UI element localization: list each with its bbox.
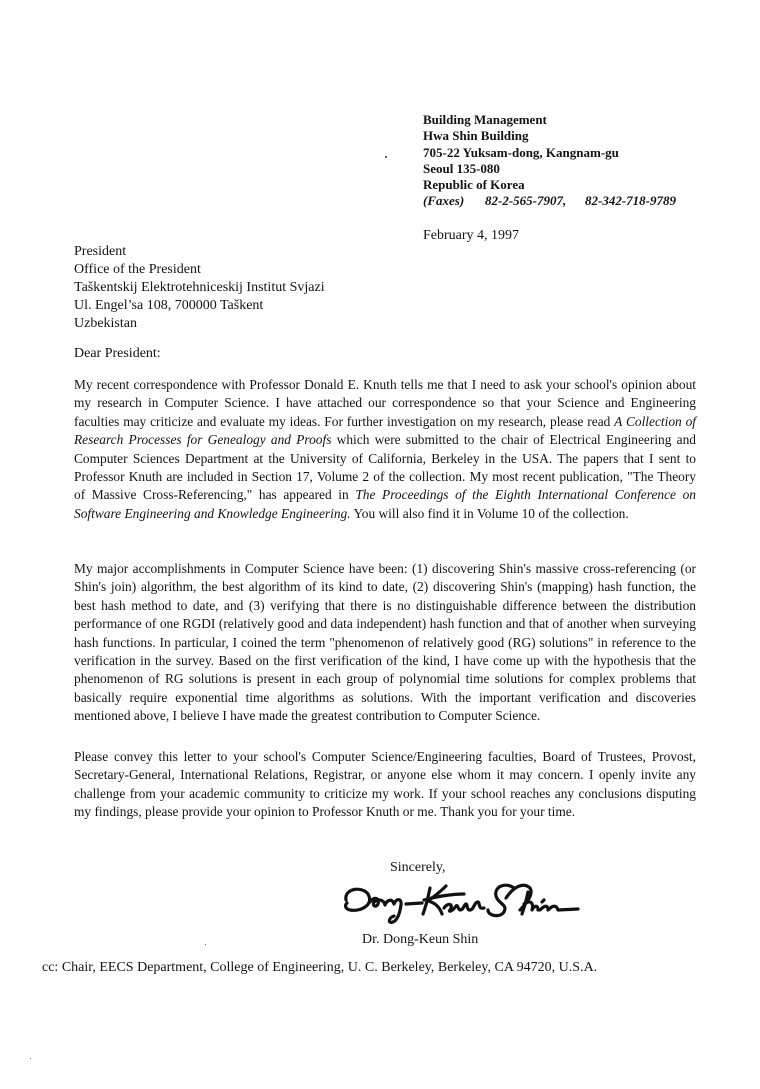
closing: Sincerely,: [390, 860, 446, 875]
scan-speck: [205, 944, 206, 945]
sender-line: Seoul 135-080: [423, 160, 500, 176]
recipient-address-block: [74, 243, 325, 333]
sender-line: Republic of Korea: [423, 177, 525, 193]
signer-name: Dr. Dong-Keun Shin: [362, 932, 479, 947]
sender-line: Building Management: [423, 112, 547, 127]
book-title: A Collection of Research Processes for Genealogy and Proofs: [74, 413, 696, 448]
salutation: Dear President:: [74, 346, 161, 361]
sender-line: 705-22 Yuksam-dong, Kangnam-gu: [423, 144, 619, 160]
sender-address-block: [423, 112, 676, 210]
fax-label: (Faxes): [423, 193, 465, 209]
cc-line: cc: Chair, EECS Department, College of Engineering, U. C. Berkeley, Berkeley, CA 94720, U.S.A.: [42, 960, 598, 975]
fax-number: 82-2-565-7907,: [485, 193, 567, 209]
sender-fax-line: [423, 193, 676, 209]
sender-line: Hwa Shin Building: [423, 128, 529, 144]
scan-speck: [385, 156, 387, 158]
handwritten-signature: [338, 874, 588, 926]
recipient-line: Taškentskij Elektrotehniceskij Institut Svjazi: [74, 280, 325, 295]
recipient-line: President: [74, 244, 127, 259]
fax-number: 82-342-718-9789: [585, 193, 676, 209]
body-paragraph-1: [74, 376, 696, 523]
body-paragraph-3: Please convey this letter to your school's Computer Science/Engineering faculties, Board of Trustees, Provost, Secretary-General, International Relations, Registrar, or anyone else whom it may concern. I openly invite any challenge from your academic community to criticize my work. If your school reaches any conclusions disputing my findings, please provide your opinion to Professor Knuth or me. Thank you for your time.: [74, 749, 696, 820]
recipient-line: Uzbekistan: [74, 316, 137, 331]
paragraph-text: which were submitted to the chair of Electrical Engineering and Computer Sciences Department at the University of California, Berkeley in the USA. The papers that I sent to Professor Knuth are included in Section 17, Volume 2 of the collection. My most recent publication, "The Theory of Massive Cross-Referencing," has appeared in: [74, 432, 697, 503]
proceedings-title: The Proceedings of the Eighth International Conference on Software Engineering and Knowledge Engineering.: [74, 487, 696, 521]
body-paragraph-2: My major accomplishments in Computer Science have been: (1) discovering Shin's massive cross-referencing (or Shin's join) algorithm, the best algorithm of its kind to date, (2) discovering Shin's (mapping) hash function, the best hash method to date, and (3) verifying that there is no distinguishable difference between the distribution performance of one RGDI (relatively good and data independent) hash function and that of another when surveying hash functions. In particular, I coined the term "phenomenon of relatively good (RG) solutions" in reference to the verification in the survey. Based on the first verification of the kind, I have come up with the hypothesis that the phenomenon of RG solutions is present in each group of polynomial time solutions for complex problems that basically require exponential time algorithms as solutions. With the important verification and discoveries mentioned above, I believe I have made the greatest contribution to Computer Science.: [74, 561, 696, 724]
recipient-line: Ul. Engel’sa 108, 700000 Taškent: [74, 298, 264, 313]
paragraph-text: My recent correspondence with Professor Donald E. Knuth tells me that I need to ask your school's opinion about my research in Computer Science. I have attached our correspondence so that your Science and Engineering faculties may criticize and evaluate my ideas. For further investigation on my research, please read: [74, 377, 696, 429]
scan-speck: [30, 1058, 31, 1059]
letter-date: February 4, 1997: [423, 228, 520, 243]
recipient-line: Office of the President: [74, 262, 201, 277]
paragraph-text: You will also find it in Volume 10 of the collection.: [350, 505, 629, 521]
